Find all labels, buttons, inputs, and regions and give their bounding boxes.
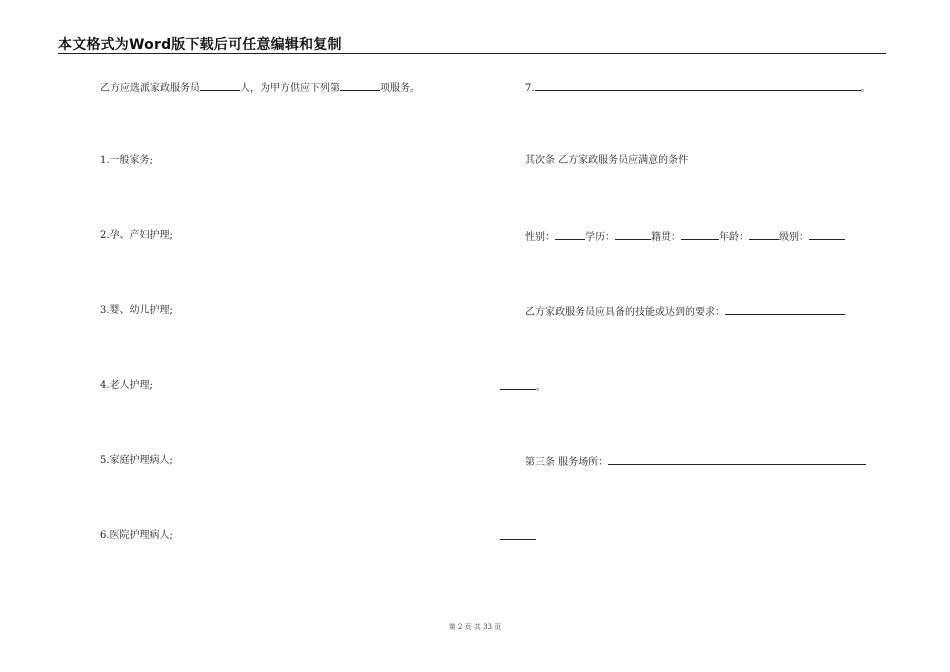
requirements-line bbox=[525, 229, 845, 245]
staff-count-blank bbox=[200, 80, 240, 91]
skills-label: 乙方家政服务员应具备的技能或达到的要求： bbox=[525, 307, 725, 318]
list-item: 2.孕、产妇护理; bbox=[100, 230, 173, 241]
intro-text-3: 项服务。 bbox=[380, 83, 420, 94]
education-label: 学历： bbox=[585, 232, 615, 243]
service-intro-line bbox=[100, 80, 420, 96]
skills-blank bbox=[725, 304, 845, 315]
age-blank bbox=[749, 229, 779, 240]
document-header-title: 本文格式为Word版下载后可任意编辑和复制 bbox=[58, 37, 342, 53]
gender-label: 性别： bbox=[525, 232, 555, 243]
article-2-heading: 其次条 乙方家政服务员应满意的条件 bbox=[525, 155, 689, 166]
service-location-blank bbox=[608, 454, 866, 465]
article-3-line bbox=[525, 454, 866, 470]
origin-label: 籍贯： bbox=[651, 232, 681, 243]
list-item: 3.婴、幼儿护理; bbox=[100, 305, 173, 316]
item-7-prefix: 7. bbox=[525, 83, 535, 94]
skills-line bbox=[525, 304, 845, 320]
skills-continuation-blank bbox=[500, 379, 536, 390]
service-location-continuation-blank bbox=[500, 529, 536, 540]
age-label: 年龄： bbox=[719, 232, 749, 243]
service-number-blank bbox=[340, 80, 380, 91]
skills-end-mark: 。 bbox=[536, 382, 546, 393]
origin-blank bbox=[681, 229, 719, 240]
list-item: 1.一般家务; bbox=[100, 155, 153, 166]
list-item: 4.老人护理; bbox=[100, 380, 153, 391]
level-label: 级别： bbox=[779, 232, 809, 243]
header-divider bbox=[58, 53, 886, 54]
service-location-continuation bbox=[500, 529, 536, 545]
education-blank bbox=[615, 229, 651, 240]
item-7-line bbox=[525, 80, 871, 96]
list-item: 5.家庭护理病人; bbox=[100, 455, 173, 466]
intro-text-2: 人，为甲方供应下列第 bbox=[240, 83, 340, 94]
item-7-blank bbox=[535, 80, 861, 91]
skills-continuation-line bbox=[500, 379, 546, 395]
intro-text-1: 乙方应选派家政服务员 bbox=[100, 83, 200, 94]
list-item: 6.医院护理病人; bbox=[100, 530, 173, 541]
page-number-footer: 第 2 页 共 33 页 bbox=[448, 623, 502, 631]
level-blank bbox=[809, 229, 845, 240]
item-7-suffix: 。 bbox=[860, 83, 871, 94]
gender-blank bbox=[555, 229, 585, 240]
article-3-label: 第三条 服务场所： bbox=[525, 457, 609, 468]
